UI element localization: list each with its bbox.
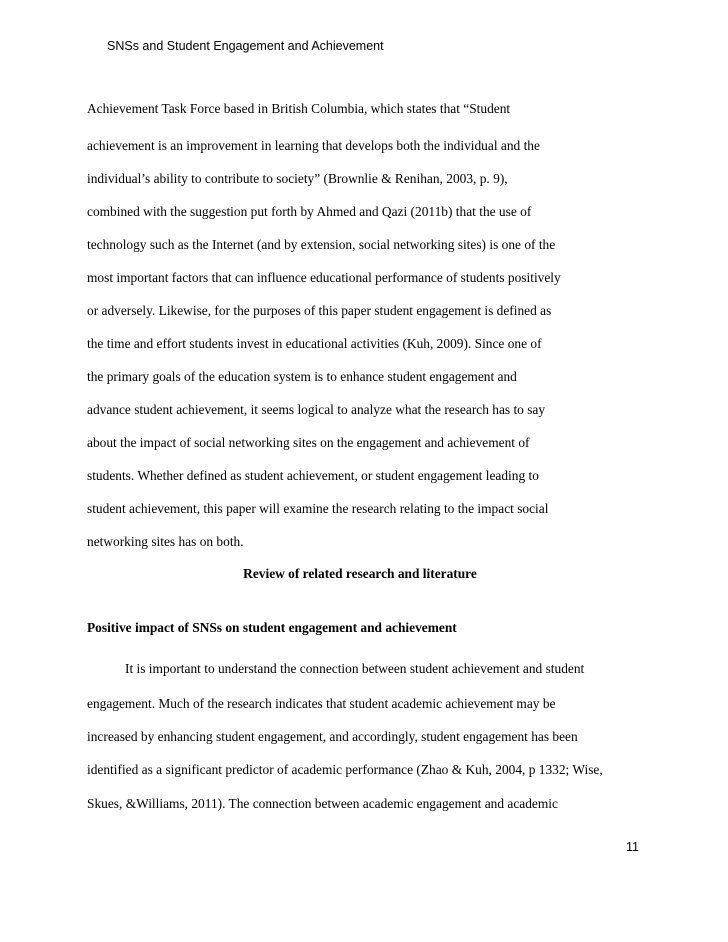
text-line: advance student achievement, it seems logical to analyze what the research has to say — [87, 402, 546, 417]
text-line: student achievement, this paper will examine the research relating to the impact social — [87, 501, 549, 516]
text-line: technology such as the Internet (and by extension, social networking sites) is one of the — [87, 237, 556, 252]
section-heading: Review of related research and literature — [243, 566, 477, 581]
text-line: or adversely. Likewise, for the purposes of this paper student engagement is defined as — [87, 303, 552, 318]
subsection-heading: Positive impact of SNSs on student engagement and achievement — [87, 620, 457, 635]
text-line: about the impact of social networking sites on the engagement and achievement of — [87, 435, 530, 450]
running-head: SNSs and Student Engagement and Achievement — [107, 39, 384, 53]
text-line: achievement is an improvement in learning that develops both the individual and the — [87, 138, 540, 153]
text-line: identified as a significant predictor of academic performance (Zhao & Kuh, 2004, p 1332; Wise, — [87, 762, 603, 777]
text-line: Achievement Task Force based in British Columbia, which states that “Student — [87, 101, 511, 116]
text-line: individual’s ability to contribute to society” (Brownlie & Renihan, 2003, p. 9), — [87, 171, 508, 186]
text-line: increased by enhancing student engagement, and accordingly, student engagement has been — [87, 729, 578, 744]
text-line: the primary goals of the education system is to enhance student engagement and — [87, 369, 517, 384]
text-line: It is important to understand the connection between student achievement and student — [125, 661, 585, 676]
text-line: combined with the suggestion put forth by Ahmed and Qazi (2011b) that the use of — [87, 204, 532, 219]
page-number: 11 — [626, 840, 639, 854]
text-line: Skues, &Williams, 2011). The connection between academic engagement and academic — [87, 796, 558, 811]
text-line: the time and effort students invest in educational activities (Kuh, 2009). Since one of — [87, 336, 542, 351]
text-line: networking sites has on both. — [87, 534, 244, 549]
text-line: most important factors that can influence educational performance of students positively — [87, 270, 561, 285]
text-line: engagement. Much of the research indicates that student academic achievement may be — [87, 696, 556, 711]
text-line: students. Whether defined as student achievement, or student engagement leading to — [87, 468, 539, 483]
